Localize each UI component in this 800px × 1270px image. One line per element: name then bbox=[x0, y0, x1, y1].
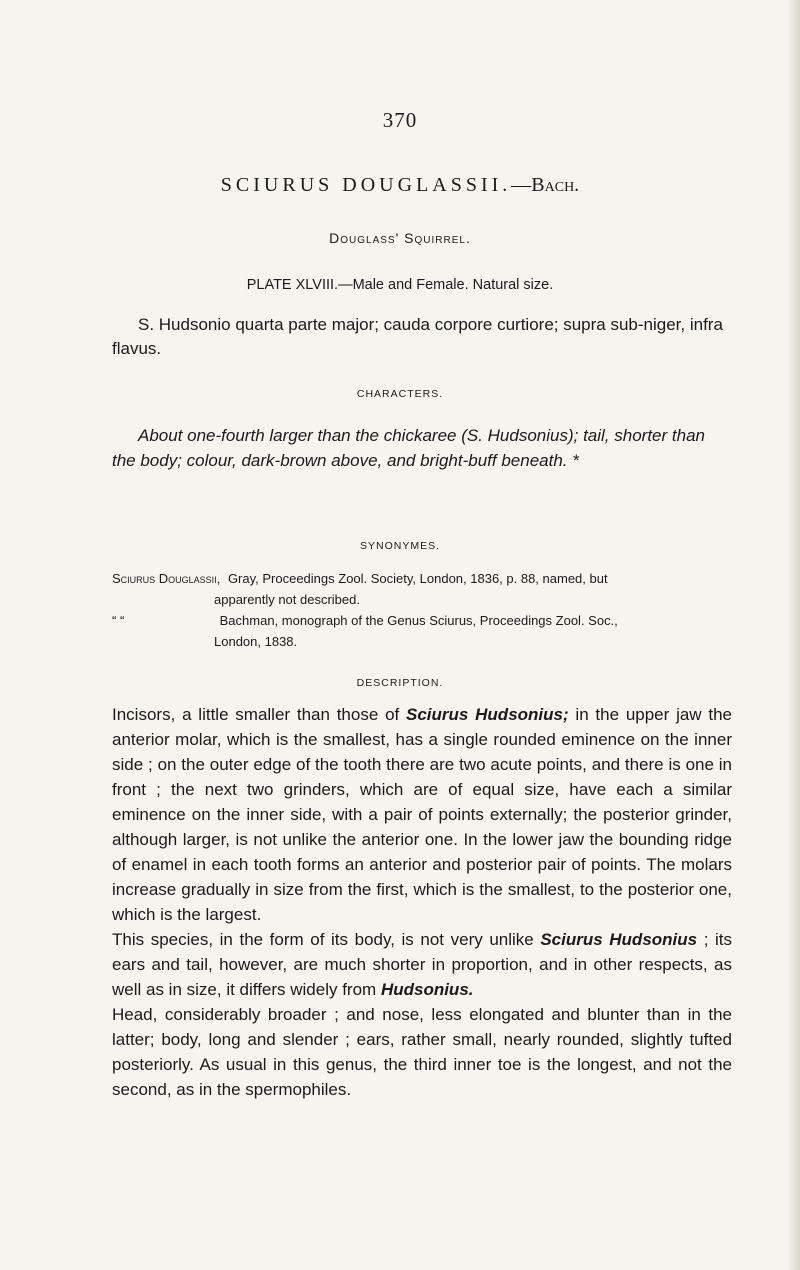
species-reference: Hudsonius. bbox=[380, 980, 474, 999]
description-text: This species, in the form of its body, is not very unlike bbox=[112, 930, 541, 949]
characters-text: About one-fourth larger than the chickaree (S. Hudsonius); tail, shorter than the body; colour, dark-brown above, and bright-buff beneath. * bbox=[112, 426, 705, 470]
latin-diagnosis: S. Hudsonio quarta parte major; cauda corpore curtiore; supra sub-niger, infra flavus. bbox=[112, 315, 723, 358]
description-text: ; its ears and tail, however, are much shorter in proportion, and in other respects, as well as in size, it differs widely from bbox=[112, 930, 733, 999]
synonym-entry bbox=[112, 610, 732, 652]
characters-heading: CHARACTERS. bbox=[356, 388, 444, 400]
description-text: Head, considerably broader ; and nose, less elongated and blunter than in the latter; body, long and slender ; ears, rather small, nearly rounded, slightly tufted posteriorly. As usual in this genus, the third inner toe is the longest, and not the second, as in the spermophiles. bbox=[112, 1005, 732, 1099]
synonym-name: Sciurus Douglassii, bbox=[112, 571, 221, 586]
description-text: in the upper jaw the anterior molar, which is the smallest, has a single rounded eminence on the inner side ; on the outer edge of the tooth there are two acute points, and there is one in front ; the next two grinders, which are of equal size, have each a similar eminence on the inner side, with a pair of points externally; the posterior grinder, although larger, is not unlike the anterior one. In the lower jaw the bounding ridge of enamel in each tooth forms an anterior and posterior pair of points. The molars increase gradually in size from the first, which is the smallest, to the posterior one, which is the largest. bbox=[112, 705, 732, 924]
synonym-reference: Gray, Proceedings Zool. Society, London, 1836, p. 88, named, but bbox=[227, 571, 608, 586]
species-reference: Sciurus Hudsonius; bbox=[406, 705, 569, 724]
description-paragraph bbox=[112, 1002, 732, 1102]
species-reference: Sciurus Hudsonius bbox=[540, 930, 698, 949]
synonym-entry bbox=[112, 568, 732, 610]
species-name: SCIURUS DOUGLASSII. bbox=[220, 174, 512, 196]
page-number: 370 bbox=[382, 108, 418, 132]
common-name: Douglass' Squirrel. bbox=[329, 230, 471, 246]
synonym-reference-continued: London, 1838. bbox=[214, 634, 298, 649]
description-text: Incisors, a little smaller than those of bbox=[112, 705, 407, 724]
description-paragraph bbox=[112, 702, 732, 927]
synonym-ditto-marks: “ “ bbox=[112, 613, 125, 628]
synonym-reference-continued: apparently not described. bbox=[214, 592, 360, 607]
title-dash: — bbox=[511, 174, 532, 196]
synonym-reference: Bachman, monograph of the Genus Sciurus, Proceedings Zool. Soc., bbox=[219, 613, 618, 628]
species-title bbox=[0, 174, 800, 197]
description-heading: DESCRIPTION. bbox=[356, 677, 444, 689]
plate-caption: PLATE XLVIII.—Male and Female. Natural size. bbox=[246, 277, 554, 293]
description-body bbox=[112, 702, 732, 1102]
species-author: Bach. bbox=[531, 174, 580, 196]
description-paragraph bbox=[112, 927, 732, 1002]
synonymes-heading: SYNONYMES. bbox=[359, 540, 440, 552]
